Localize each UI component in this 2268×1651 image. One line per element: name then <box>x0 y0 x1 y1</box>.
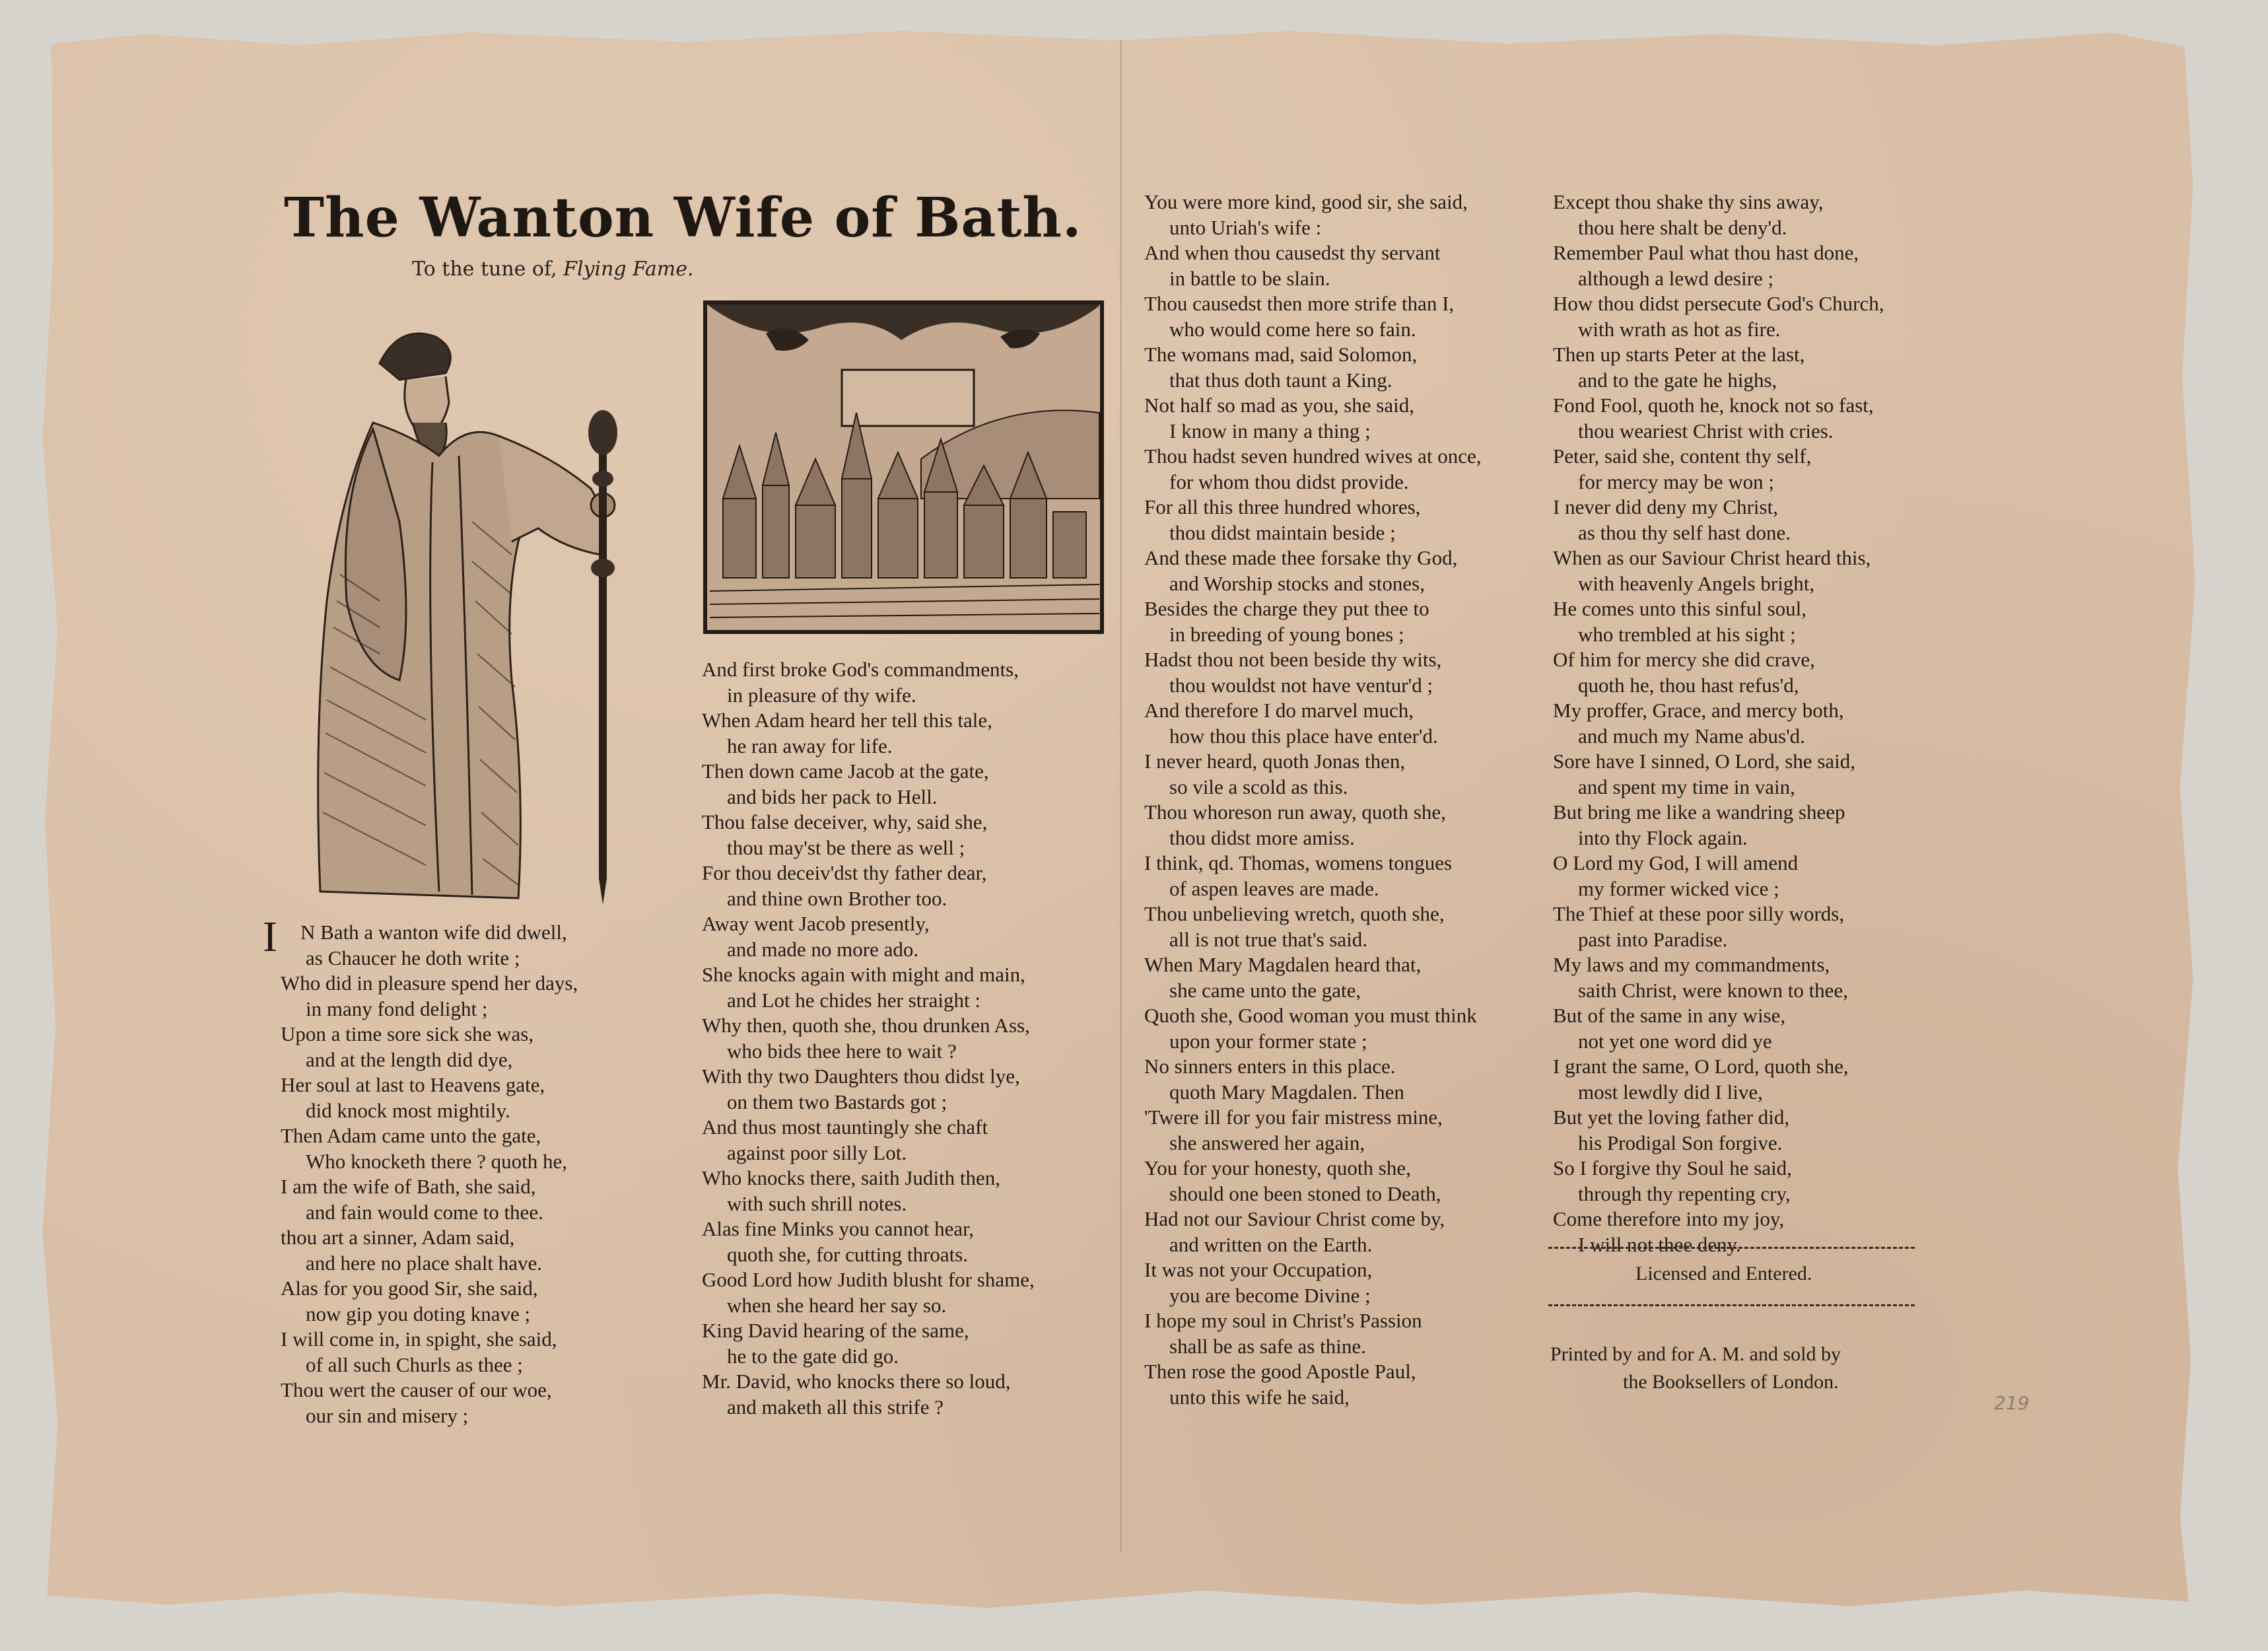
verse-line: When Mary Magdalen heard that, <box>1144 953 1422 976</box>
verse-line: for whom thou didst provide. <box>1169 470 1409 493</box>
verse-line: Hadst thou not been beside thy wits, <box>1144 648 1442 671</box>
verse-line: did knock most mightily. <box>306 1098 510 1122</box>
verse-line: But yet the loving father did, <box>1553 1106 1790 1129</box>
verse-line: and Lot he chides her straight : <box>727 988 980 1012</box>
verse-line: into thy Flock again. <box>1578 826 1748 849</box>
verse-line: Upon a time sore sick she was, <box>281 1022 534 1045</box>
verse-line: and Worship stocks and stones, <box>1169 571 1425 595</box>
verse-line: upon your former state ; <box>1169 1029 1367 1053</box>
verse-line: 'Twere ill for you fair mistress mine, <box>1144 1106 1443 1129</box>
verse-line: who would come here so fain. <box>1169 317 1416 341</box>
verse-line: so vile a scold as this. <box>1169 775 1348 798</box>
verse-line: Mr. David, who knocks there so loud, <box>702 1370 1011 1393</box>
verse-line: who bids thee here to wait ? <box>727 1039 957 1063</box>
verse-line: you are become Divine ; <box>1169 1283 1371 1307</box>
verse-line: Then up starts Peter at the last, <box>1553 343 1805 366</box>
verse-line: O Lord my God, I will amend <box>1553 851 1799 874</box>
verse-line: and made no more ado. <box>727 937 919 961</box>
divider-rule-top <box>1548 1247 1915 1249</box>
verse-line: Who knocketh there ? quoth he, <box>306 1149 567 1173</box>
verse-line: and here no place shalt have. <box>306 1251 543 1275</box>
verse-line: with such shrill notes. <box>727 1191 907 1215</box>
verse-line: through thy repenting cry, <box>1578 1181 1791 1205</box>
imprint <box>1550 1341 1960 1396</box>
verse-line: as Chaucer he doth write ; <box>306 946 520 969</box>
verse-line: my former wicked vice ; <box>1578 876 1779 900</box>
verse-line: No sinners enters in this place. <box>1144 1055 1396 1078</box>
verse-line: Why then, quoth she, thou drunken Ass, <box>702 1014 1030 1037</box>
verse-line: unto this wife he said, <box>1169 1385 1350 1409</box>
verse-line: Thou hadst seven hundred wives at once, <box>1144 444 1482 468</box>
verse-line: With thy two Daughters thou didst lye, <box>702 1065 1020 1088</box>
ballad-title: The Wanton Wife of Bath. <box>284 186 1082 250</box>
licensed-line: Licensed and Entered. <box>1635 1263 1812 1284</box>
verse-line: as thou thy self hast done. <box>1578 520 1791 544</box>
verse-line: on them two Bastards got ; <box>727 1090 947 1113</box>
verse-line: Alas for you good Sir, she said, <box>281 1277 538 1300</box>
verse-line: My proffer, Grace, and mercy both, <box>1553 699 1844 722</box>
verse-line: saith Christ, were known to thee, <box>1578 978 1848 1002</box>
verse-line: past into Paradise. <box>1578 927 1728 951</box>
verse-line: and bids her pack to Hell. <box>727 785 938 808</box>
verse-line: unto Uriah's wife : <box>1169 215 1322 239</box>
verse-line: thou art a sinner, Adam said, <box>281 1226 515 1249</box>
verse-line: And when thou causedst thy servant <box>1144 241 1441 264</box>
divider-rule-bottom <box>1548 1304 1915 1306</box>
verse-column-4 <box>1553 190 1884 1257</box>
verse-line: And thus most tauntingly she chaft <box>702 1115 988 1139</box>
verse-line: And therefore I do marvel much, <box>1144 699 1414 722</box>
verse-line: But bring me like a wandring sheep <box>1553 800 1845 824</box>
imprint-line-1: Printed by and for A. M. and sold by <box>1550 1343 1841 1365</box>
verse-line: So I forgive thy Soul he said, <box>1553 1156 1792 1179</box>
verse-line: Of him for mercy she did crave, <box>1553 648 1815 671</box>
verse-line: and at the length did dye, <box>306 1047 513 1071</box>
verse-line: I never did deny my Christ, <box>1553 495 1778 518</box>
verse-line: Besides the charge they put thee to <box>1144 597 1429 620</box>
verse-line: all is not true that's said. <box>1169 927 1368 951</box>
verse-line: when she heard her say so. <box>727 1293 947 1317</box>
verse-line: in pleasure of thy wife. <box>727 683 916 707</box>
tune-line <box>412 258 694 281</box>
verse-line: It was not your Occupation, <box>1144 1258 1373 1281</box>
verse-line: Who knocks there, saith Judith then, <box>702 1166 1000 1189</box>
verse-line: Come therefore into my joy, <box>1553 1207 1785 1230</box>
verse-line: our sin and misery ; <box>306 1403 469 1427</box>
verse-line: and fain would come to thee. <box>306 1200 543 1224</box>
verse-line: of all such Churls as thee ; <box>306 1352 523 1376</box>
verse-line: And first broke God's commandments, <box>702 658 1019 681</box>
tune-name: Flying Fame. <box>563 258 694 281</box>
verse-line: The womans mad, said Solomon, <box>1144 343 1418 366</box>
verse-line: When Adam heard her tell this tale, <box>702 709 992 732</box>
verse-column-2 <box>702 657 1035 1420</box>
verse-line: with heavenly Angels bright, <box>1578 571 1815 595</box>
verse-line: how thou this place have enter'd. <box>1169 724 1438 748</box>
verse-line: thou didst maintain beside ; <box>1169 520 1396 544</box>
verse-line: Alas fine Minks you cannot hear, <box>702 1217 974 1240</box>
verse-line: Good Lord how Judith blusht for shame, <box>702 1268 1035 1291</box>
verse-line: thou weariest Christ with cries. <box>1578 419 1834 442</box>
verse-line: she answered her again, <box>1169 1131 1365 1154</box>
verse-line: Had not our Saviour Christ come by, <box>1144 1207 1445 1230</box>
verse-line: I know in many a thing ; <box>1169 419 1371 442</box>
verse-line: You for your honesty, quoth she, <box>1144 1156 1411 1179</box>
verse-line: I am the wife of Bath, she said, <box>281 1175 536 1198</box>
verse-line: and maketh all this strife ? <box>727 1395 944 1419</box>
verse-line: King David hearing of the same, <box>702 1319 969 1342</box>
verse-line: thou may'st be there as well ; <box>727 835 965 859</box>
verse-line: But of the same in any wise, <box>1553 1004 1786 1027</box>
verse-line: who trembled at his sight ; <box>1578 622 1796 646</box>
verse-line: that thus doth taunt a King. <box>1169 368 1392 392</box>
verse-line: How thou didst persecute God's Church, <box>1553 292 1884 315</box>
verse-line: N Bath a wanton wife did dwell, <box>300 921 567 944</box>
verse-line: My laws and my commandments, <box>1553 953 1830 976</box>
verse-line: in breeding of young bones ; <box>1169 622 1404 646</box>
verse-line: of aspen leaves are made. <box>1169 876 1379 900</box>
verse-line: Then rose the good Apostle Paul, <box>1144 1360 1416 1383</box>
verse-line: although a lewd desire ; <box>1578 266 1774 290</box>
verse-line: for mercy may be won ; <box>1578 470 1774 493</box>
verse-line: his Prodigal Son forgive. <box>1578 1131 1783 1154</box>
pencil-annotation: 219 <box>1994 1392 2030 1414</box>
verse-line: Except thou shake thy sins away, <box>1553 190 1824 213</box>
verse-column-1 <box>281 920 578 1428</box>
verse-line: Not half so mad as you, she said, <box>1144 394 1414 417</box>
verse-line: now gip you doting knave ; <box>306 1302 531 1325</box>
drop-cap-letter: I <box>263 913 277 961</box>
verse-line: Who did in pleasure spend her days, <box>281 971 578 995</box>
verse-line: You were more kind, good sir, she said, <box>1144 190 1468 213</box>
verse-line: The Thief at these poor silly words, <box>1553 902 1845 925</box>
verse-line: and thine own Brother too. <box>727 886 947 910</box>
woodcut-man-figure <box>300 324 677 915</box>
verse-line: shall be as safe as thine. <box>1169 1334 1366 1358</box>
verse-line: Away went Jacob presently, <box>702 912 930 935</box>
verse-line: quoth Mary Magdalen. Then <box>1169 1080 1404 1104</box>
verse-line: thou didst more amiss. <box>1169 826 1355 849</box>
verse-line: I grant the same, O Lord, quoth she, <box>1553 1055 1849 1078</box>
woodcut-city-view <box>703 300 1104 634</box>
verse-line: For all this three hundred whores, <box>1144 495 1421 518</box>
verse-line: Thou unbelieving wretch, quoth she, <box>1144 902 1445 925</box>
verse-line: in many fond delight ; <box>306 997 488 1020</box>
verse-line: Thou wert the causer of our woe, <box>281 1378 552 1401</box>
verse-line: most lewdly did I live, <box>1578 1080 1763 1104</box>
verse-line: He comes unto this sinful soul, <box>1553 597 1807 620</box>
verse-line: and spent my time in vain, <box>1578 775 1795 798</box>
verse-line: And these made thee forsake thy God, <box>1144 546 1458 569</box>
verse-line: with wrath as hot as fire. <box>1578 317 1781 341</box>
verse-line: he to the gate did go. <box>727 1344 899 1368</box>
verse-line: quoth she, for cutting throats. <box>727 1242 969 1266</box>
verse-line: not yet one word did ye <box>1578 1029 1772 1053</box>
verse-line: and much my Name abus'd. <box>1578 724 1805 748</box>
verse-line: Thou false deceiver, why, said she, <box>702 810 988 833</box>
verse-line: Remember Paul what thou hast done, <box>1553 241 1859 264</box>
verse-line: against poor silly Lot. <box>727 1141 907 1164</box>
verse-line: I think, qd. Thomas, womens tongues <box>1144 851 1453 874</box>
verse-line: should one been stoned to Death, <box>1169 1181 1441 1205</box>
verse-line: Her soul at last to Heavens gate, <box>281 1073 545 1096</box>
tune-prefix: To the tune of, <box>412 258 557 281</box>
imprint-line-2: the Booksellers of London. <box>1623 1371 1839 1393</box>
verse-line: and to the gate he highs, <box>1578 368 1777 392</box>
verse-line: she came unto the gate, <box>1169 978 1361 1002</box>
verse-line: For thou deceiv'dst thy father dear, <box>702 861 987 884</box>
verse-line: and written on the Earth. <box>1169 1232 1373 1256</box>
verse-line: I will not thee deny. <box>1578 1232 1741 1256</box>
verse-line: When as our Saviour Christ heard this, <box>1553 546 1871 569</box>
verse-line: thou here shalt be deny'd. <box>1578 215 1787 239</box>
staff-icon <box>588 410 617 905</box>
verse-line: Sore have I sinned, O Lord, she said, <box>1553 750 1856 773</box>
verse-line: Thou causedst then more strife than I, <box>1144 292 1455 315</box>
verse-line: Thou whoreson run away, quoth she, <box>1144 800 1446 824</box>
verse-line: he ran away for life. <box>727 734 893 757</box>
verse-column-3 <box>1144 190 1482 1410</box>
verse-line: I will come in, in spight, she said, <box>281 1327 557 1351</box>
verse-line: Peter, said she, content thy self, <box>1553 444 1812 468</box>
verse-line: I hope my soul in Christ's Passion <box>1144 1309 1422 1332</box>
verse-line: Then Adam came unto the gate, <box>281 1124 541 1147</box>
verse-line: She knocks again with might and main, <box>702 963 1025 986</box>
verse-line: quoth he, thou hast refus'd, <box>1578 673 1799 697</box>
verse-line: Fond Fool, quoth he, knock not so fast, <box>1553 394 1874 417</box>
center-fold <box>1120 40 1122 1552</box>
verse-line: I never heard, quoth Jonas then, <box>1144 750 1406 773</box>
verse-line: Quoth she, Good woman you must think <box>1144 1004 1477 1027</box>
verse-line: in battle to be slain. <box>1169 266 1330 290</box>
verse-line: thou wouldst not have ventur'd ; <box>1169 673 1433 697</box>
verse-line: Then down came Jacob at the gate, <box>702 759 989 783</box>
